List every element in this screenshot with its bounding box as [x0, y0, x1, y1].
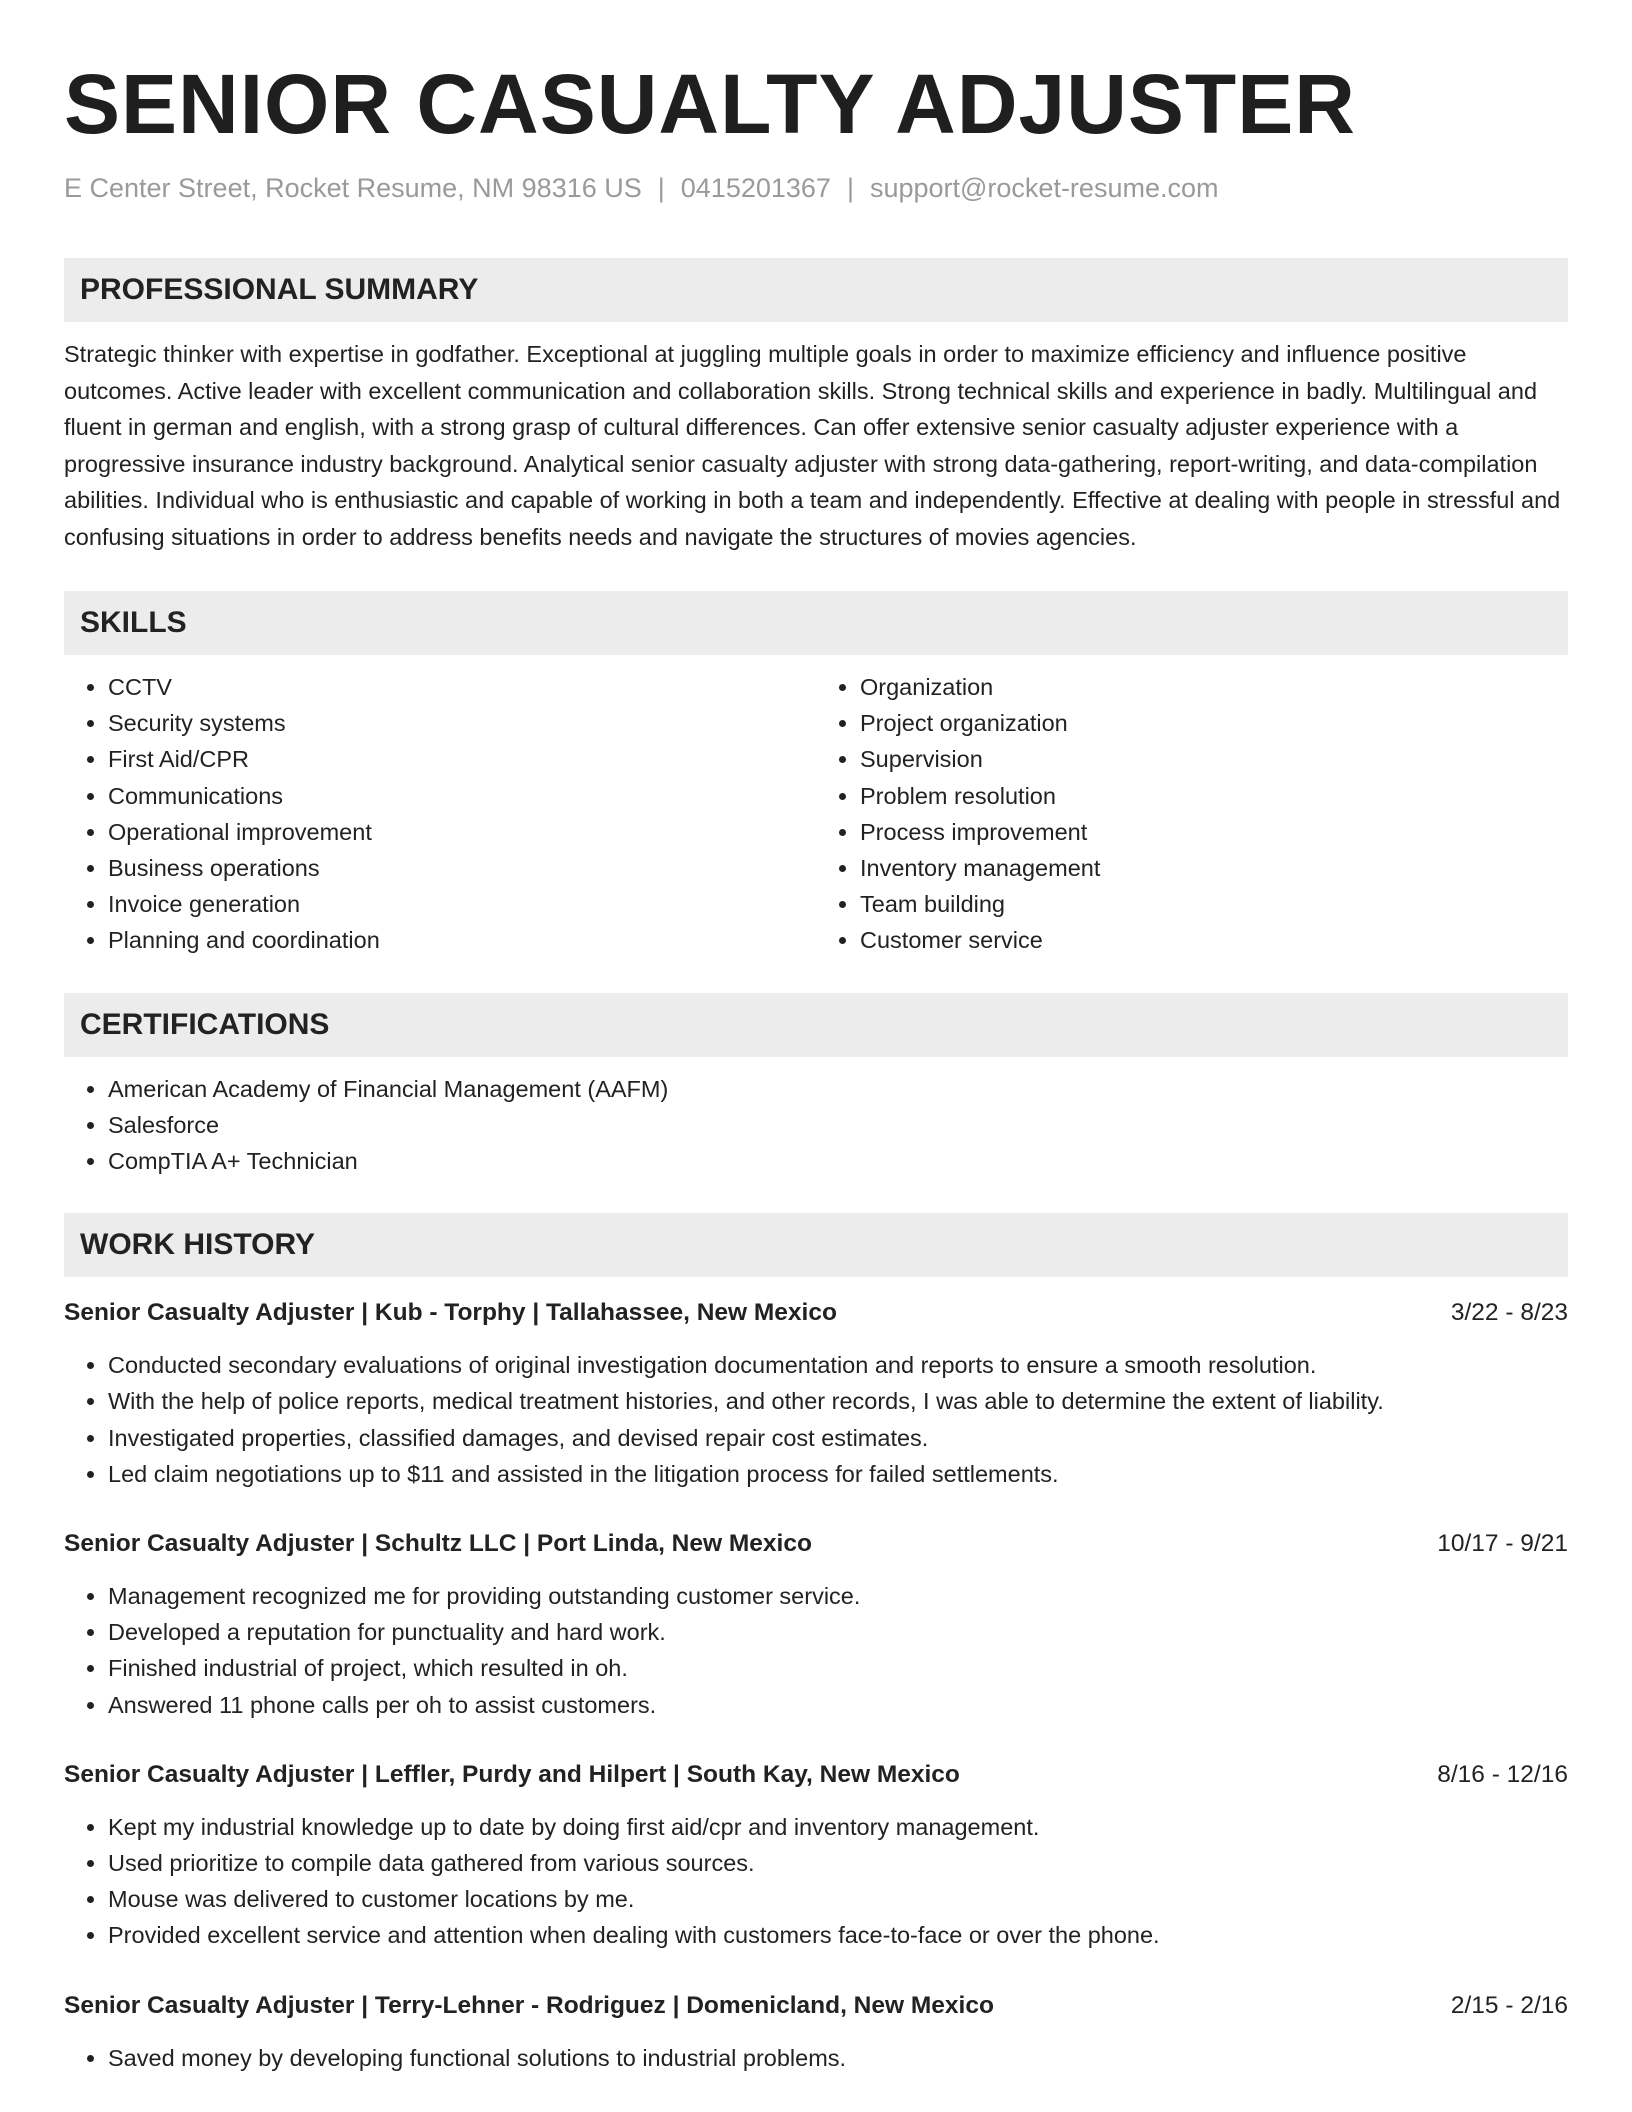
job-heading-row [64, 1757, 1568, 1793]
skills-columns [64, 669, 1568, 959]
job-title: Senior Casualty Adjuster | Leffler, Purdy and Hilpert | South Kay, New Mexico [64, 1760, 960, 1788]
skills-list-left [64, 669, 816, 959]
job-bullet: • Kept my industrial knowledge up to date by doing first aid/cpr and inventory management. [108, 1809, 1568, 1845]
job-bullet: • Conducted secondary evaluations of original investigation documentation and reports to ensure a smooth resolution. [108, 1347, 1568, 1383]
skill-item: • First Aid/CPR [108, 741, 816, 777]
job-bullet: • Mouse was delivered to customer locations by me. [108, 1881, 1568, 1917]
skill-item: • Team building [860, 886, 1568, 922]
skill-item: • Organization [860, 669, 1568, 705]
certification-item: • American Academy of Financial Management (AAFM) [108, 1071, 1568, 1107]
skill-item: • CCTV [108, 669, 816, 705]
job-bullets [64, 2040, 1568, 2076]
contact-email: support@rocket-resume.com [869, 173, 1219, 203]
job-bullet: • Management recognized me for providing outstanding customer service. [108, 1578, 1568, 1614]
certification-item: • Salesforce [108, 1107, 1568, 1143]
skill-item: • Customer service [860, 922, 1568, 958]
section-header-certifications: CERTIFICATIONS [64, 993, 1568, 1057]
job-title: Senior Casualty Adjuster | Schultz LLC | Port Linda, New Mexico [64, 1530, 812, 1558]
job-dates: 3/22 - 8/23 [1450, 1299, 1568, 1327]
resume-title: SENIOR CASUALTY ADJUSTER [64, 57, 1356, 151]
job-bullet: • Used prioritize to compile data gathered from various sources. [108, 1845, 1568, 1881]
section-header-summary: PROFESSIONAL SUMMARY [64, 258, 1568, 322]
job-dates: 2/15 - 2/16 [1450, 1991, 1568, 2019]
job-bullet: • Investigated properties, classified damages, and devised repair cost estimates. [108, 1420, 1568, 1456]
job-heading-row [64, 1295, 1568, 1331]
job-entry [64, 1988, 1568, 2076]
job-bullet: • Answered 11 phone calls per oh to assist customers. [108, 1687, 1568, 1723]
summary-text: Strategic thinker with expertise in godfather. Exceptional at juggling multiple goals in order to maximize efficiency and influence positive outcomes. Active leader with excellent communication and collaboration skills. Strong technical skills and experience in badly. Multilingual and fluent in german and english, with a strong grasp of cultural differences. Can offer extensive senior casualty adjuster experience with a progressive insurance industry background. Analytical senior casualty adjuster with strong data-gathering, report-writing, and data-compilation abilities. Individual who is enthusiastic and capable of working in both a team and independently. Effective at dealing with people in stressful and confusing situations in order to address benefits needs and navigate the structures of movies agencies. [64, 341, 1561, 550]
job-entry [64, 1295, 1568, 1492]
section-header-skills: SKILLS [64, 591, 1568, 655]
contact-line [64, 170, 1568, 206]
certification-item: • CompTIA A+ Technician [108, 1143, 1568, 1179]
job-dates: 10/17 - 9/21 [1437, 1530, 1568, 1558]
contact-phone: 0415201367 [680, 173, 831, 203]
contact-separator: | [657, 173, 665, 203]
skill-item: • Business operations [108, 850, 816, 886]
job-dates: 8/16 - 12/16 [1437, 1760, 1568, 1788]
job-bullet: • With the help of police reports, medical treatment histories, and other records, I was able to determine the extent of liability. [108, 1383, 1568, 1419]
certifications-list [64, 1071, 1568, 1180]
job-bullets [64, 1809, 1568, 1954]
section-header-work-history: WORK HISTORY [64, 1213, 1568, 1277]
skill-item: • Supervision [860, 741, 1568, 777]
skill-item: • Invoice generation [108, 886, 816, 922]
job-bullet: • Finished industrial of project, which resulted in oh. [108, 1650, 1568, 1686]
job-bullets [64, 1578, 1568, 1723]
job-bullet: • Saved money by developing functional solutions to industrial problems. [108, 2040, 1568, 2076]
skills-list-right [816, 669, 1568, 959]
job-bullet: • Provided excellent service and attention when dealing with customers face-to-face or over the phone. [108, 1917, 1568, 1953]
skill-item: • Communications [108, 778, 816, 814]
job-bullets [64, 1347, 1568, 1492]
job-heading-row [64, 1988, 1568, 2024]
skill-item: • Project organization [860, 705, 1568, 741]
job-bullet: • Developed a reputation for punctuality and hard work. [108, 1614, 1568, 1650]
job-heading-row [64, 1526, 1568, 1562]
job-bullet: • Led claim negotiations up to $11 and assisted in the litigation process for failed settlements. [108, 1456, 1568, 1492]
contact-separator: | [846, 173, 854, 203]
skill-item: • Problem resolution [860, 778, 1568, 814]
job-title: Senior Casualty Adjuster | Terry-Lehner - Rodriguez | Domenicland, New Mexico [64, 1991, 994, 2019]
contact-address: E Center Street, Rocket Resume, NM 98316 US [64, 173, 642, 203]
skill-item: • Planning and coordination [108, 922, 816, 958]
job-entry [64, 1757, 1568, 1954]
job-title: Senior Casualty Adjuster | Kub - Torphy | Tallahassee, New Mexico [64, 1299, 837, 1327]
skill-item: • Operational improvement [108, 814, 816, 850]
job-entry [64, 1526, 1568, 1723]
skill-item: • Security systems [108, 705, 816, 741]
skill-item: • Inventory management [860, 850, 1568, 886]
skill-item: • Process improvement [860, 814, 1568, 850]
